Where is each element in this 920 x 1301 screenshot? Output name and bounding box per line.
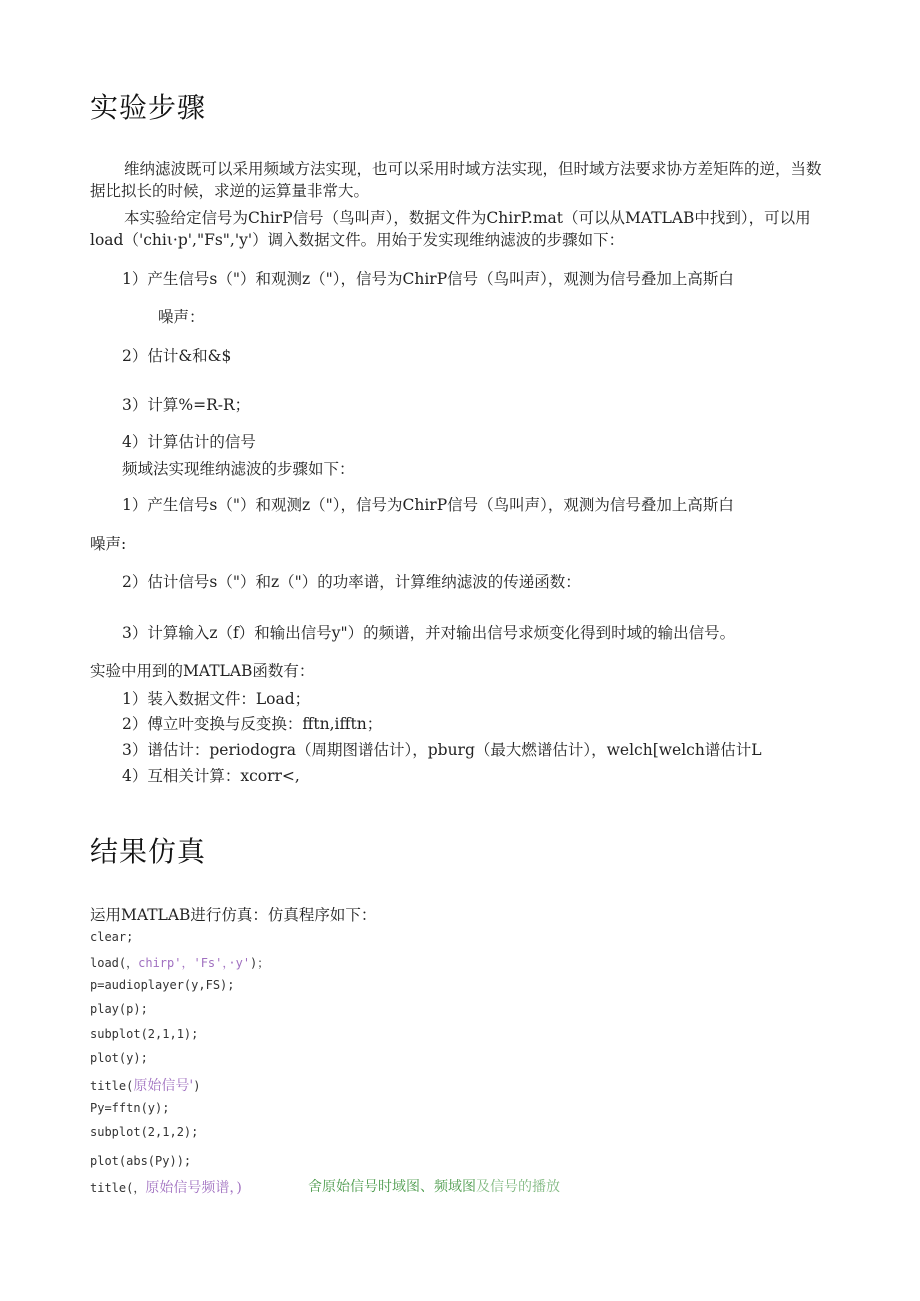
- code-line-subplot-2: subplot(2,1,2);: [90, 1125, 199, 1139]
- code-line-play: play(p);: [90, 1002, 148, 1016]
- code-line-plot: plot(y);: [90, 1051, 148, 1065]
- code-text: title(，: [90, 1181, 146, 1195]
- code-line-clear: clear;: [90, 930, 134, 944]
- code-comment: [308, 1176, 560, 1196]
- simulation-intro: 运用MATLAB进行仿真：仿真程序如下：: [90, 906, 377, 924]
- time-step-4: 4）计算估计的信号: [122, 433, 256, 451]
- section-title-simulation: 结果仿真: [90, 835, 207, 868]
- functions-intro: 实验中用到的MATLAB函数有：: [90, 662, 315, 680]
- function-item-4: 4）互相关计算：xcorr<,: [122, 767, 300, 785]
- comment-text: 及信号的播放: [476, 1179, 560, 1195]
- code-text: title(: [90, 1079, 134, 1093]
- code-string: 原始信号频谱，): [145, 1180, 242, 1196]
- function-item-1: 1）装入数据文件：Load；: [122, 690, 311, 708]
- code-line-subplot-1: subplot(2,1,1);: [90, 1027, 199, 1041]
- freq-intro: 频域法实现维纳滤波的步骤如下：: [122, 460, 355, 478]
- time-step-1-cont: 噪声：: [158, 308, 205, 326]
- code-text: load(，: [90, 956, 139, 970]
- freq-step-3: 3）计算输入z（f）和输出信号y"）的频谱，并对输出信号求烦变化得到时域的输出信号。: [122, 624, 736, 642]
- time-step-1: 1）产生信号s（"）和观测z（"），信号为ChirP信号（鸟叫声），观测为信号叠加上高斯白: [122, 270, 734, 288]
- code-text: ): [193, 1079, 201, 1093]
- code-line-plot-abs: plot(abs(Py));: [90, 1154, 192, 1168]
- comment-text: 舍原始信号时域图、频域图: [308, 1179, 476, 1195]
- function-item-2: 2）傅立叶变换与反变换：fftn,ifftn；: [122, 715, 383, 733]
- code-line-title-1: [90, 1075, 200, 1095]
- paragraph-intro: 维纳滤波既可以采用频域方法实现，也可以采用时域方法实现，但时域方法要求协方差矩阵的逆，当数据比拟长的时候，求逆的运算量非常大。: [90, 160, 822, 200]
- code-string: 原始信号': [133, 1078, 194, 1094]
- time-step-2: 2）估计&和&$: [122, 347, 232, 365]
- code-line-load: [90, 954, 269, 971]
- freq-step-1: 1）产生信号s（"）和观测z（"），信号为ChirP信号（鸟叫声），观测为信号叠加上高斯白: [122, 496, 734, 514]
- paragraph-data-file: 本实验给定信号为ChirP信号（鸟叫声），数据文件为ChirP.mat（可以从MATLAB中找到），可以用load（'chiι·p',"Fs",'y'）调入数据文件。用始于发实现维纳滤波的步骤如下：: [90, 209, 811, 249]
- function-item-3: 3）谱估计：periodogra（周期图谱估计），pburg（最大燃谱估计），welch[welch谱估计L: [122, 741, 762, 759]
- code-line-fftn: Py=fftn(y);: [90, 1101, 170, 1115]
- code-line-title-2: [90, 1177, 242, 1197]
- code-string: chirp'，'Fs'，·y': [138, 956, 251, 970]
- time-step-3: 3）计算%=R-R；: [122, 396, 251, 414]
- section-title-steps: 实验步骤: [90, 91, 207, 124]
- freq-step-2: 2）估计信号s（"）和z（"）的功率谱，计算维纳滤波的传递函数：: [122, 573, 581, 591]
- freq-step-1-cont: 噪声:: [90, 535, 127, 553]
- code-line-audioplayer: p=audioplayer(y,FS);: [90, 978, 235, 992]
- code-text: )；: [250, 956, 270, 970]
